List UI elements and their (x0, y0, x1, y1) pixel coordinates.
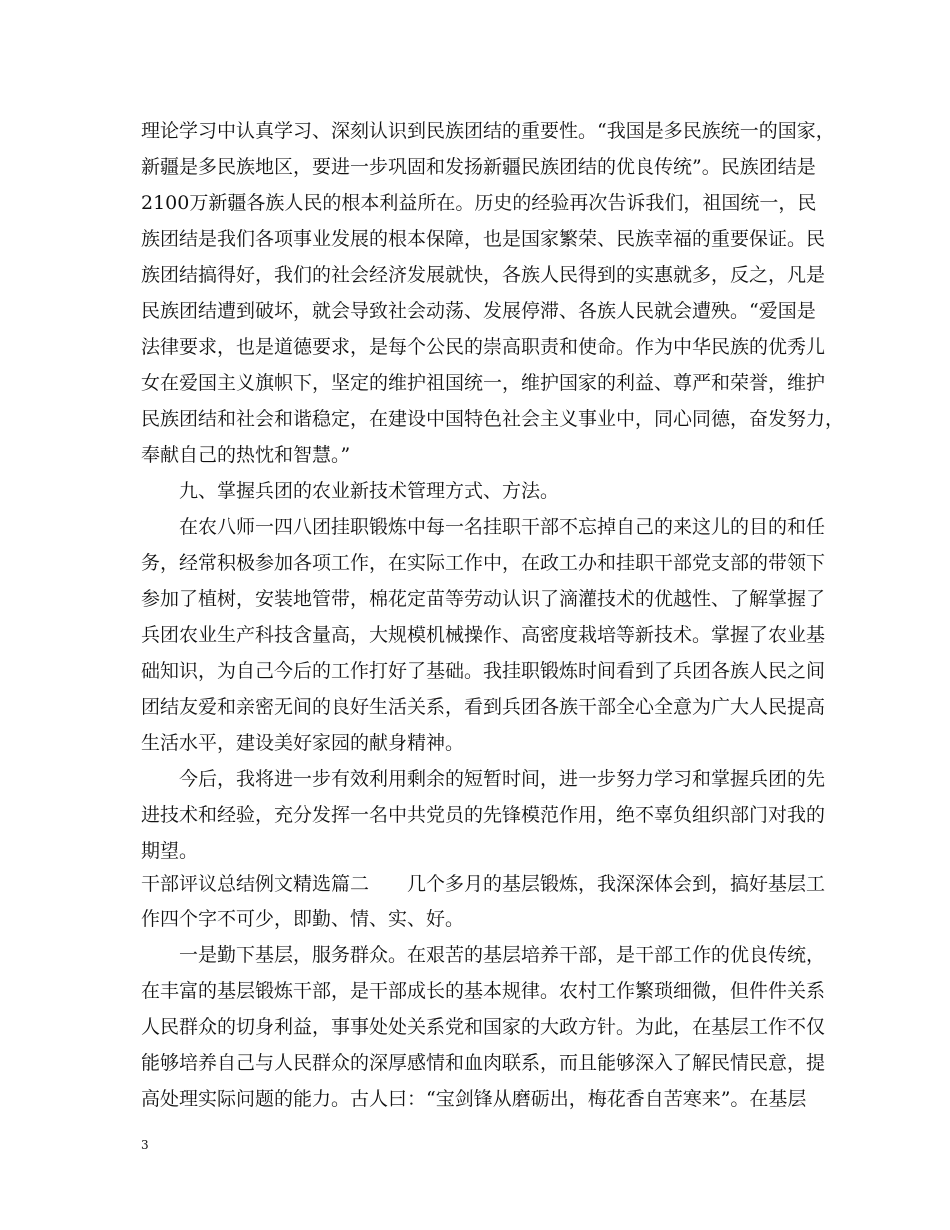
text-line: 法律要求，也是道德要求，是每个公民的崇高职责和使命。作为中华民族的优秀儿 (141, 336, 826, 358)
text-line: 新疆是多民族地区，要进一步巩固和发扬新疆民族团结的优良传统”。民族团结是 (141, 156, 816, 178)
text-line: 作四个字不可少，即勤、情、实、好。 (141, 908, 465, 930)
text-line: 高处理实际问题的能力。古人曰：“宝剑锋从磨砺出，梅花香自苦寒来”。在基层 (141, 1088, 807, 1110)
text-line: 奉献自己的热忱和智慧。” (141, 444, 351, 466)
text-line: 期望。 (141, 840, 199, 862)
text-line: 进技术和经验，充分发挥一名中共党员的先锋模范作用，绝不辜负组织部门对我的 (141, 804, 826, 826)
text-line: 兵团农业生产科技含量高，大规模机械操作、高密度栽培等新技术。掌握了农业基 (141, 624, 826, 646)
text-line: 民族团结遭到破坏，就会导致社会动荡、发展停滞、各族人民就会遭殃。“爱国是 (141, 300, 816, 322)
text-line: 务，经常积极参加各项工作，在实际工作中，在政工办和挂职干部党支部的带领下 (141, 552, 826, 574)
text-line: 今后，我将进一步有效利用剩余的短暂时间，进一步努力学习和掌握兵团的先 (179, 768, 826, 790)
text-line: 础知识，为自己今后的工作打好了基础。我挂职锻炼时间看到了兵团各族人民之间 (141, 660, 826, 682)
text-line: 一是勤下基层，服务群众。在艰苦的基层培养干部，是干部工作的优良传统， (179, 944, 826, 966)
text-line: 女在爱国主义旗帜下，坚定的维护祖国统一，维护国家的利益、尊严和荣誉，维护 (141, 372, 826, 394)
text-line: 生活水平，建设美好家园的献身精神。 (141, 732, 465, 754)
text-line: 2100万新疆各族人民的根本利益所在。历史的经验再次告诉我们，祖国统一，民 (141, 192, 817, 214)
text-line: 在丰富的基层锻炼干部，是干部成长的基本规律。农村工作繁琐细微，但件件关系 (141, 980, 826, 1002)
text-line: 参加了植树，安装地管带，棉花定苗等劳动认识了滴灌技术的优越性、了解掌握了 (141, 588, 826, 610)
section-heading: 九、掌握兵团的农业新技术管理方式、方法。 (179, 480, 560, 502)
text-line: 理论学习中认真学习、深刻认识到民族团结的重要性。“我国是多民族统一的国家， (141, 120, 835, 142)
text-line: 在农八师一四八团挂职锻炼中每一名挂职干部不忘掉自己的来这儿的目的和任 (179, 516, 826, 538)
text-line: 干部评议总结例文精选篇二 几个多月的基层锻炼，我深深体会到，搞好基层工 (141, 873, 826, 895)
text-line: 人民群众的切身利益，事事处处关系党和国家的大政方针。为此，在基层工作不仅 (141, 1016, 826, 1038)
text-line: 团结友爱和亲密无间的良好生活关系，看到兵团各族干部全心全意为广大人民提高 (141, 696, 826, 718)
text-line: 能够培养自己与人民群众的深厚感情和血肉联系，而且能够深入了解民情民意，提 (141, 1052, 826, 1074)
text-line: 民族团结和社会和谐稳定，在建设中国特色社会主义事业中，同心同德，奋发努力， (141, 408, 845, 430)
page-number: 3 (141, 1138, 149, 1152)
text-line: 族团结搞得好，我们的社会经济发展就快，各族人民得到的实惠就多，反之，凡是 (141, 264, 826, 286)
text-line: 族团结是我们各项事业发展的根本保障，也是国家繁荣、民族幸福的重要保证。民 (141, 228, 826, 250)
